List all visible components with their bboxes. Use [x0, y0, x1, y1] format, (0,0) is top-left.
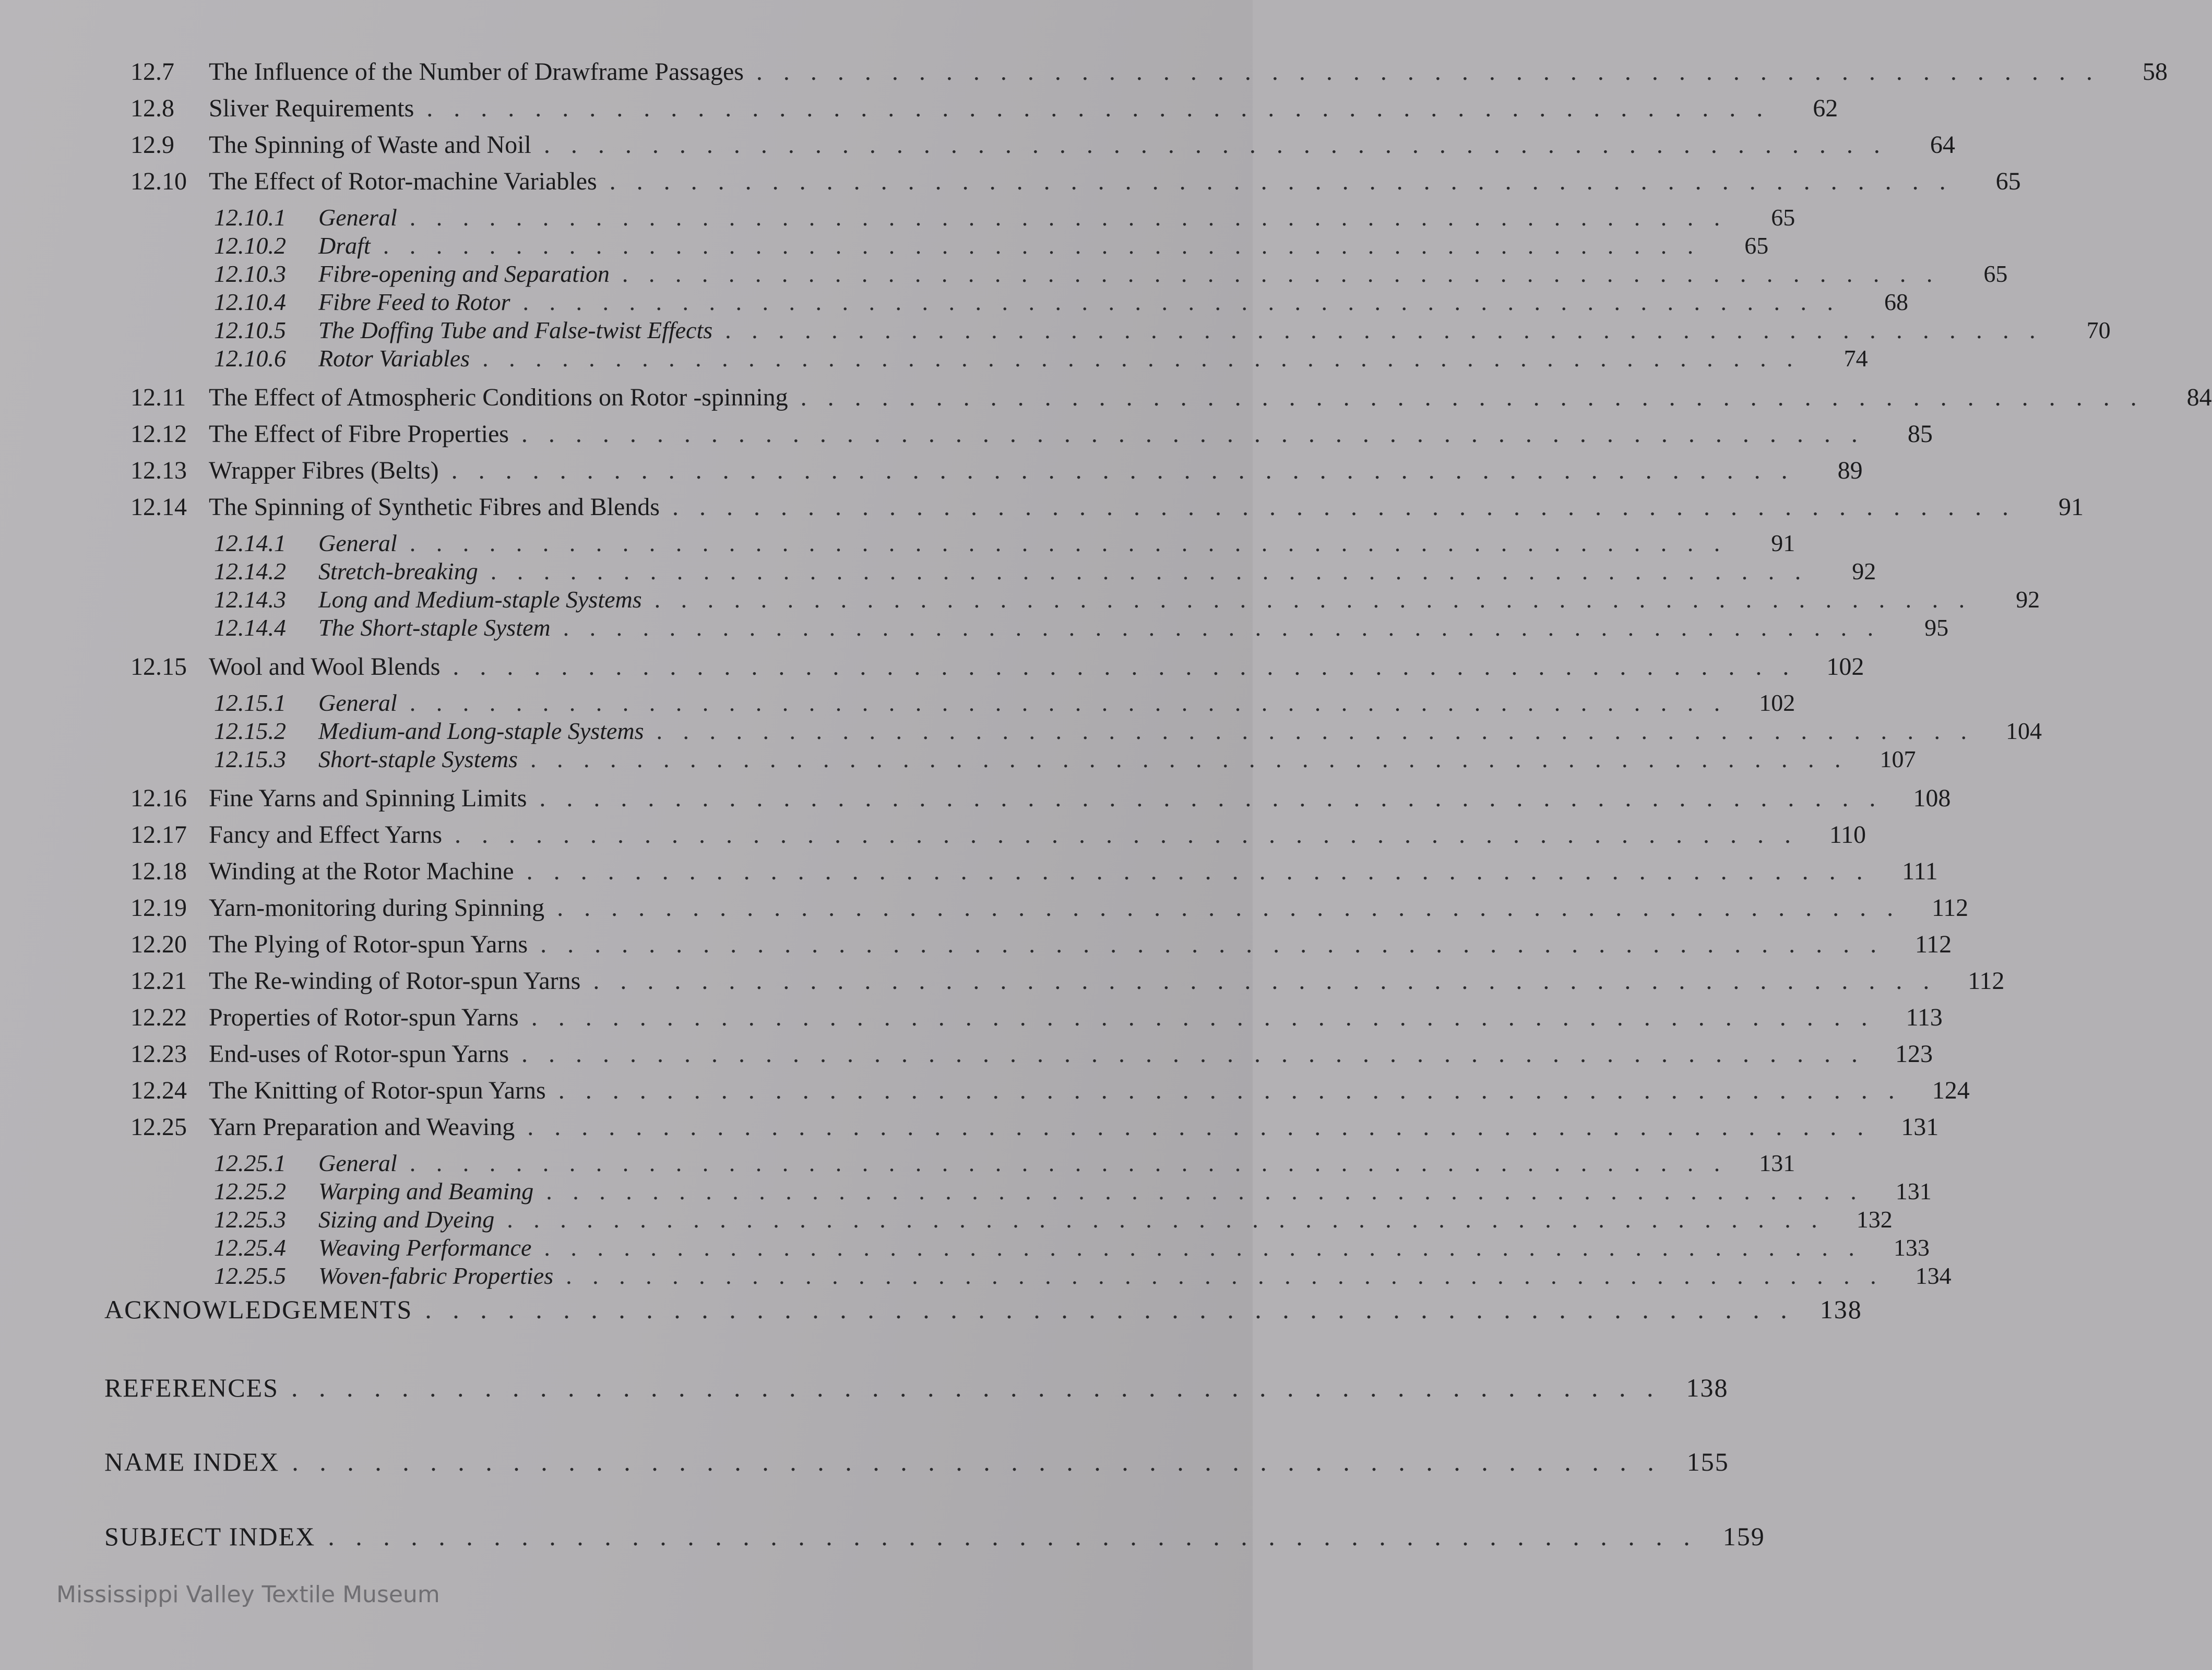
section-title: The Effect of Atmospheric Conditions on Rotor -spinning	[209, 384, 788, 411]
section-title: The Short-staple System	[318, 614, 551, 641]
section-number: 12.25.3	[214, 1206, 286, 1233]
toc-subentry	[130, 717, 2042, 745]
toc-entry	[130, 383, 2212, 420]
dot-leader: . . . . . . . . . . . . . . . . . . . . . . . . . . . . . . . . . . . . . . . . . . . . . . . . . .	[490, 558, 1809, 584]
section-number: 12.25.2	[214, 1178, 286, 1204]
section-title: General	[318, 204, 397, 231]
dot-leader: . . . . . . . . . . . . . . . . . . . . . . . . . . . . . . . . . . . . . . . . . . . . . . . . . .	[756, 58, 2100, 86]
dot-leader: . . . . . . . . . . . . . . . . . . . . . . . . . . . . . . . . . . . . . . . . . . . . . . . . . .	[546, 1178, 1864, 1204]
section-title: Fine Yarns and Spinning Limits	[209, 784, 527, 812]
section-number: 12.20	[130, 931, 187, 958]
toc-subentry	[130, 745, 1916, 773]
page-number: 65	[1983, 260, 2008, 287]
section-title: Short-staple Systems	[318, 746, 518, 772]
section-title: Warping and Beaming	[318, 1178, 534, 1204]
dot-leader: . . . . . . . . . . . . . . . . . . . . . . . . . . . . . . . . . . . . . . . . . . . . . . . . . .	[455, 821, 1799, 849]
toc-subentry	[130, 1177, 1932, 1206]
back-matter-entry	[104, 1447, 1729, 1488]
page-number: 92	[1852, 558, 1876, 584]
page-number: 138	[1819, 1295, 1862, 1324]
toc-subentry	[130, 1234, 1930, 1262]
section-number: 12.10.6	[214, 345, 286, 372]
toc-entry	[130, 167, 2021, 204]
back-matter-title: ACKNOWLEDGEMENTS	[104, 1295, 413, 1324]
dot-leader: . . . . . . . . . . . . . . . . . . . . . . . . . . . . . . . . . . . . . . . . . . . . . . . . . .	[507, 1206, 1825, 1233]
dot-leader: . . . . . . . . . . . . . . . . . . . . . . . . . . . . . . . . . . . . . . . . . . . . . . . . . .	[482, 345, 1800, 372]
section-number: 12.16	[130, 784, 187, 812]
section-number: 12.14.4	[214, 614, 286, 641]
dot-leader: . . . . . . . . . . . . . . . . . . . . . . . . . . . . . . . . . . . . . . . . . . . . . . . . . .	[563, 614, 1881, 641]
dot-leader: . . . . . . . . . . . . . . . . . . . . . . . . . . . . . . . . . . . . . . . . . . . . . . . . . .	[557, 894, 1901, 922]
section-title: Fibre Feed to Rotor	[318, 289, 510, 315]
section-title: The Influence of the Number of Drawframe Passages	[209, 58, 744, 86]
toc-entry	[130, 784, 1951, 820]
watermark: Mississippi Valley Textile Museum	[56, 1581, 440, 1608]
dot-leader: . . . . . . . . . . . . . . . . . . . . . . . . . . . . . . . . . . . . . . . . . . . . . . . . . .	[622, 260, 1940, 287]
section-number: 12.24	[130, 1077, 187, 1104]
page-number: 64	[1930, 131, 1955, 159]
section-title: Fancy and Effect Yarns	[209, 821, 443, 849]
section-title: The Knitting of Rotor-spun Yarns	[209, 1077, 546, 1104]
section-title: Fibre-opening and Separation	[318, 260, 610, 287]
page-number: 108	[1913, 784, 1951, 812]
toc-entry	[130, 967, 2005, 1003]
toc-entry	[130, 57, 2168, 94]
section-title: General	[318, 689, 397, 716]
dot-leader: . . . . . . . . . . . . . . . . . . . . . . . . . . . . . . . . . . . . . . . . . . . . . . . . . .	[725, 317, 2043, 343]
dot-leader: . . . . . . . . . . . . . . . . . . . . . . . . . . . . . . . . . . . . . . . . . . . . . . . . . .	[291, 1373, 1661, 1402]
section-number: 12.14	[130, 493, 187, 521]
section-number: 12.13	[130, 457, 187, 484]
dot-leader: . . . . . . . . . . . . . . . . . . . . . . . . . . . . . . . . . . . . . . . . . . . . . . . . . .	[540, 931, 1884, 958]
page-number: 62	[1813, 94, 1838, 122]
dot-leader: . . . . . . . . . . . . . . . . . . . . . . . . . . . . . . . . . . . . . . . . . . . . . . . . . .	[522, 289, 1840, 315]
section-title: The Doffing Tube and False-twist Effects	[318, 317, 713, 343]
page-number: 134	[1915, 1262, 1952, 1289]
toc-subentry	[130, 316, 2111, 344]
section-title: Woven-fabric Properties	[318, 1262, 554, 1289]
dot-leader: . . . . . . . . . . . . . . . . . . . . . . . . . . . . . . . . . . . . . . . . . . . . . . . . . .	[521, 1040, 1865, 1068]
toc-entry	[130, 893, 1969, 930]
toc-entry	[130, 1003, 1943, 1040]
section-number: 12.22	[130, 1004, 187, 1031]
toc-subentry	[130, 1206, 1893, 1234]
page-number: 112	[1968, 967, 2005, 995]
section-title: Yarn-monitoring during Spinning	[209, 894, 545, 922]
page-number: 131	[1901, 1113, 1939, 1141]
section-title: Sizing and Dyeing	[318, 1206, 495, 1233]
section-title: The Plying of Rotor-spun Yarns	[209, 931, 528, 958]
page-number: 65	[1744, 232, 1769, 259]
section-title: Medium-and Long-staple Systems	[318, 718, 644, 744]
dot-leader: . . . . . . . . . . . . . . . . . . . . . . . . . . . . . . . . . . . . . . . . . . . . . . . . . .	[527, 1113, 1871, 1141]
dot-leader: . . . . . . . . . . . . . . . . . . . . . . . . . . . . . . . . . . . . . . . . . . . . . . . . . .	[531, 1004, 1875, 1031]
section-number: 12.12	[130, 420, 187, 448]
section-title: End-uses of Rotor-spun Yarns	[209, 1040, 509, 1068]
page-number: 155	[1686, 1447, 1729, 1476]
section-number: 12.11	[130, 384, 186, 411]
section-number: 12.7	[130, 58, 174, 86]
toc-subentry	[130, 689, 1795, 717]
toc-entry	[130, 94, 1838, 130]
toc-entry	[130, 1076, 1970, 1113]
section-title: Properties of Rotor-spun Yarns	[209, 1004, 519, 1031]
dot-leader: . . . . . . . . . . . . . . . . . . . . . . . . . . . . . . . . . . . . . . . . . . . . . . . . . .	[672, 493, 2016, 521]
page-number: 112	[1931, 894, 1969, 922]
page-number: 131	[1759, 1150, 1795, 1176]
page-number: 102	[1826, 653, 1864, 681]
toc-entry	[130, 820, 1866, 857]
section-number: 12.18	[130, 857, 187, 885]
section-title: Long and Medium-staple Systems	[318, 586, 642, 613]
section-number: 12.19	[130, 894, 187, 922]
toc-subentry	[130, 260, 2008, 288]
dot-leader: . . . . . . . . . . . . . . . . . . . . . . . . . . . . . . . . . . . . . . . . . . . . . . . . . .	[566, 1262, 1884, 1289]
section-title: Wool and Wool Blends	[209, 653, 441, 681]
page-number: 92	[2016, 586, 2040, 613]
page-number: 58	[2142, 58, 2168, 86]
page-number: 68	[1884, 289, 1908, 315]
page-number: 112	[1914, 931, 1952, 958]
dot-leader: . . . . . . . . . . . . . . . . . . . . . . . . . . . . . . . . . . . . . . . . . . . . . . . . . .	[539, 784, 1883, 812]
toc-entry	[130, 493, 2084, 529]
toc-entry	[130, 652, 1864, 689]
section-number: 12.10.3	[214, 260, 286, 287]
section-number: 12.15.2	[214, 718, 286, 744]
back-matter-title: NAME INDEX	[104, 1447, 280, 1476]
page-number: 65	[1995, 168, 2021, 195]
dot-leader: . . . . . . . . . . . . . . . . . . . . . . . . . . . . . . . . . . . . . . . . . . . . . . . . . .	[800, 384, 2144, 411]
page-number: 131	[1895, 1178, 1932, 1204]
section-number: 12.10	[130, 168, 187, 195]
back-matter-title: REFERENCES	[104, 1373, 279, 1402]
dot-leader: . . . . . . . . . . . . . . . . . . . . . . . . . . . . . . . . . . . . . . . . . . . . . . . . . .	[425, 1295, 1794, 1324]
section-number: 12.15.1	[214, 689, 286, 716]
dot-leader: . . . . . . . . . . . . . . . . . . . . . . . . . . . . . . . . . . . . . . . . . . . . . . . . . .	[453, 653, 1797, 681]
section-number: 12.17	[130, 821, 187, 849]
dot-leader: . . . . . . . . . . . . . . . . . . . . . . . . . . . . . . . . . . . . . . . . . . . . . . . . . .	[409, 1150, 1728, 1176]
section-title: Stretch-breaking	[318, 558, 478, 584]
page-number: 113	[1906, 1004, 1943, 1031]
page-number: 104	[2005, 718, 2042, 744]
section-number: 12.23	[130, 1040, 187, 1068]
dot-leader: . . . . . . . . . . . . . . . . . . . . . . . . . . . . . . . . . . . . . . . . . . . . . . . . . .	[543, 131, 1887, 159]
back-matter-entry	[104, 1521, 1765, 1563]
section-number: 12.10.2	[214, 232, 286, 259]
section-title: The Effect of Fibre Properties	[209, 420, 509, 448]
section-number: 12.25.1	[214, 1150, 286, 1176]
dot-leader: . . . . . . . . . . . . . . . . . . . . . . . . . . . . . . . . . . . . . . . . . . . . . . . . . .	[328, 1522, 1697, 1551]
toc-subentry	[130, 614, 1949, 642]
section-title: The Effect of Rotor-machine Variables	[209, 168, 597, 195]
toc-subentry	[130, 204, 1795, 232]
toc-entry	[130, 420, 1933, 456]
page-number: 70	[2086, 317, 2111, 343]
back-matter-entry	[104, 1373, 1729, 1414]
dot-leader: . . . . . . . . . . . . . . . . . . . . . . . . . . . . . . . . . . . . . . . . . . . . . . . . . .	[383, 232, 1701, 259]
page-number: 95	[1924, 614, 1949, 641]
toc-subentry	[130, 288, 1908, 316]
section-title: Wrapper Fibres (Belts)	[209, 457, 439, 484]
section-title: The Spinning of Waste and Noil	[209, 131, 531, 159]
dot-leader: . . . . . . . . . . . . . . . . . . . . . . . . . . . . . . . . . . . . . . . . . . . . . . . . . .	[593, 967, 1937, 995]
page-number: 110	[1829, 821, 1866, 849]
section-title: General	[318, 530, 397, 556]
toc-entry	[130, 456, 1863, 493]
dot-leader: . . . . . . . . . . . . . . . . . . . . . . . . . . . . . . . . . . . . . . . . . . . . . . . . . .	[409, 689, 1728, 716]
page-number: 65	[1771, 204, 1795, 231]
section-number: 12.14.2	[214, 558, 286, 584]
section-number: 12.10.1	[214, 204, 286, 231]
dot-leader: . . . . . . . . . . . . . . . . . . . . . . . . . . . . . . . . . . . . . . . . . . . . . . . . . .	[656, 718, 1974, 744]
section-title: Weaving Performance	[318, 1234, 532, 1261]
dot-leader: . . . . . . . . . . . . . . . . . . . . . . . . . . . . . . . . . . . . . . . . . . . . . . . . . .	[558, 1077, 1902, 1104]
page-number: 91	[2058, 493, 2084, 521]
toc-subentry	[130, 232, 1769, 260]
section-title: Yarn Preparation and Weaving	[209, 1113, 515, 1141]
section-number: 12.21	[130, 967, 187, 995]
section-title: Rotor Variables	[318, 345, 470, 372]
toc-entry	[130, 857, 1938, 893]
page-number: 123	[1895, 1040, 1933, 1068]
section-title: Winding at the Rotor Machine	[209, 857, 514, 885]
section-title: The Spinning of Synthetic Fibres and Blends	[209, 493, 660, 521]
page-number: 89	[1837, 457, 1863, 484]
section-number: 12.25.5	[214, 1262, 286, 1289]
toc-entry	[130, 1113, 1939, 1149]
section-number: 12.25	[130, 1113, 187, 1141]
toc-subentry	[130, 1262, 1952, 1290]
section-number: 12.9	[130, 131, 174, 159]
toc-subentry	[130, 586, 2040, 614]
dot-leader: . . . . . . . . . . . . . . . . . . . . . . . . . . . . . . . . . . . . . . . . . . . . . . . . . .	[451, 457, 1795, 484]
page-number: 159	[1722, 1522, 1765, 1551]
toc-entry	[130, 130, 1955, 167]
toc-entry	[130, 1040, 1933, 1076]
page-number: 111	[1902, 857, 1938, 885]
dot-leader: . . . . . . . . . . . . . . . . . . . . . . . . . . . . . . . . . . . . . . . . . . . . . . . . . .	[609, 168, 1953, 195]
page-number: 138	[1686, 1373, 1729, 1402]
page-number: 91	[1771, 530, 1795, 556]
section-number: 12.25.4	[214, 1234, 286, 1261]
dot-leader: . . . . . . . . . . . . . . . . . . . . . . . . . . . . . . . . . . . . . . . . . . . . . . . . . .	[426, 94, 1770, 122]
dot-leader: . . . . . . . . . . . . . . . . . . . . . . . . . . . . . . . . . . . . . . . . . . . . . . . . . .	[292, 1447, 1661, 1476]
table-of-contents	[130, 57, 2212, 1290]
page-number: 107	[1880, 746, 1916, 772]
page-number: 84	[2186, 384, 2212, 411]
page-number: 85	[1907, 420, 1933, 448]
toc-subentry	[130, 529, 1795, 557]
section-title: Sliver Requirements	[209, 94, 414, 122]
toc-subentry	[130, 557, 1876, 586]
toc-subentry	[130, 344, 1868, 373]
toc-entry	[130, 930, 1952, 967]
section-number: 12.10.4	[214, 289, 286, 315]
page-number: 102	[1759, 689, 1795, 716]
section-title: Draft	[318, 232, 371, 259]
section-number: 12.15.3	[214, 746, 286, 772]
section-number: 12.10.5	[214, 317, 286, 343]
back-matter-title: SUBJECT INDEX	[104, 1522, 316, 1551]
section-title: General	[318, 1150, 397, 1176]
section-number: 12.14.1	[214, 530, 286, 556]
dot-leader: . . . . . . . . . . . . . . . . . . . . . . . . . . . . . . . . . . . . . . . . . . . . . . . . . .	[409, 204, 1728, 231]
dot-leader: . . . . . . . . . . . . . . . . . . . . . . . . . . . . . . . . . . . . . . . . . . . . . . . . . .	[409, 530, 1728, 556]
dot-leader: . . . . . . . . . . . . . . . . . . . . . . . . . . . . . . . . . . . . . . . . . . . . . . . . . .	[530, 746, 1848, 772]
section-title: The Re-winding of Rotor-spun Yarns	[209, 967, 581, 995]
section-number: 12.15	[130, 653, 187, 681]
page-number: 74	[1844, 345, 1868, 372]
section-number: 12.8	[130, 94, 174, 122]
page-number: 124	[1932, 1077, 1970, 1104]
back-matter-entry	[104, 1294, 1862, 1336]
toc-subentry	[130, 1149, 1795, 1177]
dot-leader: . . . . . . . . . . . . . . . . . . . . . . . . . . . . . . . . . . . . . . . . . . . . . . . . . .	[654, 586, 1972, 613]
dot-leader: . . . . . . . . . . . . . . . . . . . . . . . . . . . . . . . . . . . . . . . . . . . . . . . . . .	[526, 857, 1870, 885]
page-number: 132	[1856, 1206, 1893, 1233]
section-number: 12.14.3	[214, 586, 286, 613]
dot-leader: . . . . . . . . . . . . . . . . . . . . . . . . . . . . . . . . . . . . . . . . . . . . . . . . . .	[544, 1234, 1862, 1261]
page-number: 133	[1893, 1234, 1930, 1261]
dot-leader: . . . . . . . . . . . . . . . . . . . . . . . . . . . . . . . . . . . . . . . . . . . . . . . . . .	[521, 420, 1865, 448]
